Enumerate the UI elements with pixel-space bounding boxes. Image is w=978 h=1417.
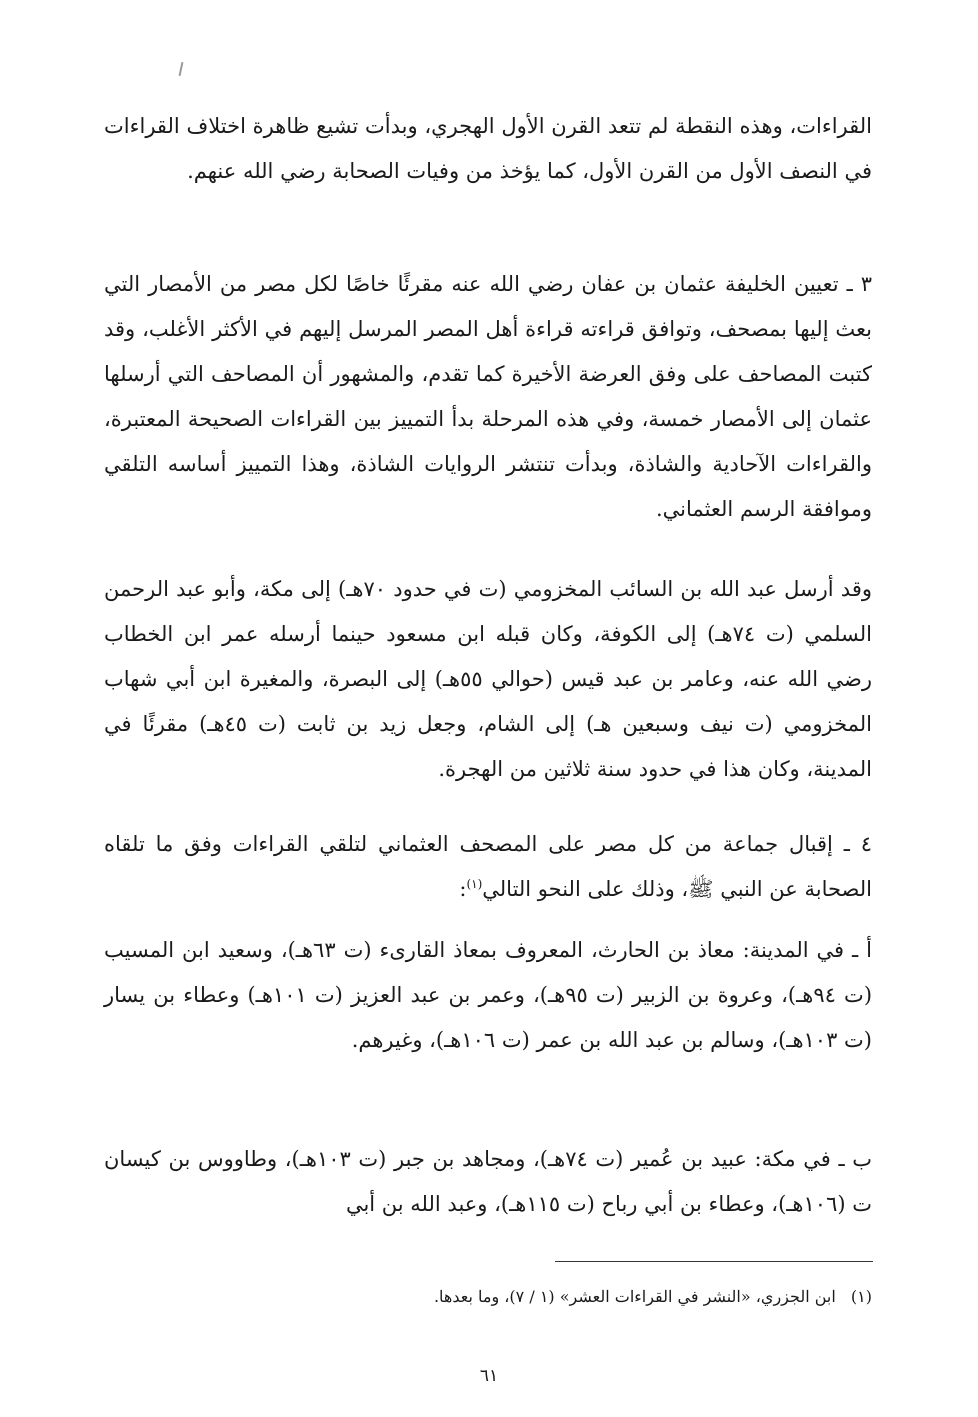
paragraph-2-text: ٣ ـ تعيين الخليفة عثمان بن عفان رضي الله عنه مقرئًا خاصًا لكل مصر من الأمصار التي بعث إليها بمصحف، وتوافق قراءته قراءة أهل المصر المرسل إليهم في الأكثر الأغلب، وقد كتبت المصاحف على وفق العرضة الأخيرة كما تقدم، والمشهور أن المصاحف التي أرسلها عثمان إلى الأمصار خمسة، وفي هذه المرحلة بدأ التمييز بين القراءات الصحيحة المعتبرة، والقراءات الآحادية والشاذة، وبدأت تنتشر الروايات الشاذة، وهذا التمييز أساسه التلقي وموافقة الرسم العثماني. bbox=[104, 272, 872, 521]
paragraph-4 bbox=[104, 822, 872, 912]
footnote-text: ابن الجزري، «النشر في القراءات العشر» (١ / ٧)، وما بعدها. bbox=[433, 1287, 836, 1306]
paragraph-6-text: ب ـ في مكة: عبيد بن عُمير (ت ٧٤هـ)، ومجاهد بن جبر (ت ١٠٣هـ)، وطاووس بن كيسان ت (١٠٦هـ)، وعطاء بن أبي رباح (ت ١١٥هـ)، وعبد الله بن أبي bbox=[104, 1147, 872, 1216]
paragraph-6 bbox=[104, 1137, 872, 1227]
page-number: ٦١ bbox=[479, 1366, 499, 1386]
footnote-divider bbox=[555, 1261, 873, 1262]
scan-speck bbox=[179, 62, 184, 76]
paragraph-4-colon: : bbox=[459, 877, 467, 901]
footnote-reference[interactable]: (١) bbox=[466, 877, 483, 891]
paragraph-4-body bbox=[104, 822, 872, 912]
paragraph-4-text: ٤ ـ إقبال جماعة من كل مصر على المصحف العثماني لتلقي القراءات وفق ما تلقاه الصحابة عن النبي ﷺ، وذلك على النحو التالي bbox=[104, 832, 872, 901]
paragraph-2 bbox=[104, 262, 872, 532]
paragraph-5 bbox=[104, 928, 872, 1063]
paragraph-1-text: القراءات، وهذه النقطة لم تتعد القرن الأول الهجري، وبدأت تشيع ظاهرة اختلاف القراءات في النصف الأول من القرن الأول، كما يؤخذ من وفيات الصحابة رضي الله عنهم. bbox=[104, 114, 872, 183]
paragraph-3-text: وقد أرسل عبد الله بن السائب المخزومي (ت في حدود ٧٠هـ) إلى مكة، وأبو عبد الرحمن السلمي (ت ٧٤هـ) إلى الكوفة، وكان قبله ابن مسعود حينما أرسله عمر ابن الخطاب رضي الله عنه، وعامر بن عبد قيس (حوالي ٥٥هـ) إلى البصرة، والمغيرة ابن أبي شهاب المخزومي (ت نيف وسبعين هـ) إلى الشام، وجعل زيد بن ثابت (ت ٤٥هـ) مقرئًا في المدينة، وكان هذا في حدود سنة ثلاثين من الهجرة. bbox=[104, 577, 873, 781]
paragraph-1 bbox=[104, 104, 872, 194]
paragraph-3 bbox=[104, 567, 872, 792]
footnote-number: (١) bbox=[850, 1287, 872, 1306]
paragraph-5-text: أ ـ في المدينة: معاذ بن الحارث، المعروف بمعاذ القارىء (ت ٦٣هـ)، وسعيد ابن المسيب (ت ٩٤هـ)، وعروة بن الزبير (ت ٩٥هـ)، وعمر بن عبد العزيز (ت ١٠١هـ) وعطاء بن يسار (ت ١٠٣هـ)، وسالم بن عبد الله بن عمر (ت ١٠٦هـ)، وغيرهم. bbox=[104, 938, 873, 1052]
footnote bbox=[104, 1283, 872, 1311]
